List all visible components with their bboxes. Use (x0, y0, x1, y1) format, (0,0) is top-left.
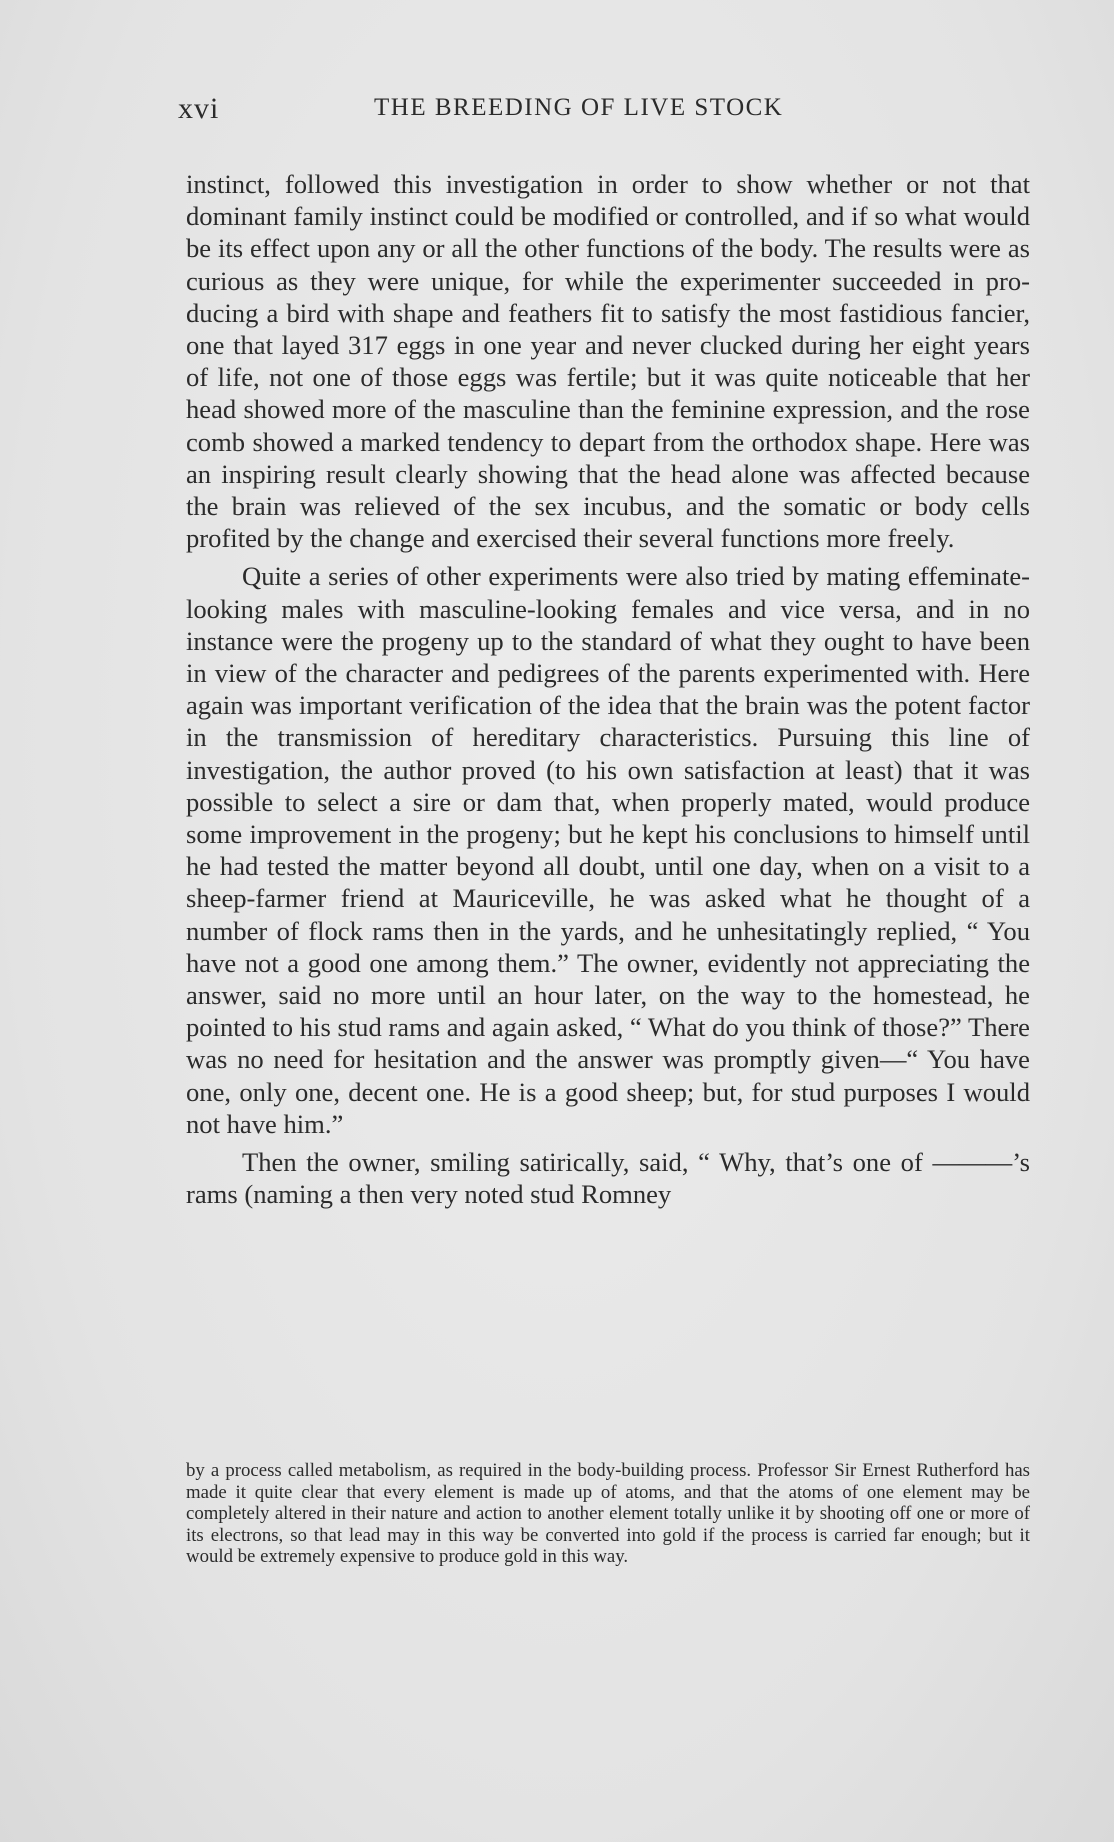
running-head (178, 92, 1028, 128)
page-number: xvi (178, 92, 220, 125)
paragraph-2: Quite a series of other experiments were also tried by mating effeminate-looking males with masculine-looking females and vice versa, and in no instance were the progeny up to the standard of what they ought to have been in view of the character and pedigrees of the parents experimented with. Here again was important verification of the idea that the brain was the potent factor in the transmission of hereditary characteristics. Pursuing this line of investigation, the author proved (to his own satisfaction at least) that it was possible to select a sire or dam that, when properly mated, would produce some improvement in the progeny; but he kept his conclusions to himself until he had tested the matter beyond all doubt, until one day, when on a visit to a sheep-farmer friend at Mauriceville, he was asked what he thought of a number of flock rams then in the yards, and he unhesitatingly replied, “ You have not a good one among them.” The owner, evidently not appreciating the answer, said no more until an hour later, on the way to the homestead, he pointed to his stud rams and again asked, “ What do you think of those?” There was no need for hesitation and the answer was promptly given—“ You have one, only one, decent one. He is a good sheep; but, for stud purposes I would not have him.” (186, 561, 1030, 1139)
paragraph-1: instinct, followed this investigation in order to show whether or not that dominant family instinct could be modified or controlled, and if so what would be its effect upon any or all the other functions of the body. The results were as curious as they were unique, for while the experimenter succeeded in producing a bird with shape and feathers fit to satisfy the most fastidious fancier, one that layed 317 eggs in one year and never clucked during her eight years of life, not one of those eggs was fertile; but it was quite noticeable that her head showed more of the masculine than the feminine expression, and the rose comb showed a marked tendency to depart from the orthodox shape. Here was an inspiring result clearly showing that the head alone was affected because the brain was relieved of the sex incubus, and the somatic or body cells profited by the change and exercised their several functions more freely. (186, 169, 1030, 554)
footnote: by a process called metabolism, as required in the body-building process. Professor Sir Ernest Rutherford has made it quite clear that every element is made up of atoms, and that the atoms of one element may be completely altered in their nature and action to another element totally unlike it by shooting off one or more of its electrons, so that lead may in this way be converted into gold if the process is carried far enough; but it would be extremely expensive to produce gold in this way. (186, 1460, 1030, 1568)
running-title: THE BREEDING OF LIVE STOCK (374, 94, 784, 121)
body-text (186, 168, 1030, 1211)
paragraph-3: Then the owner, smiling satirically, said, “ Why, that’s one of ———’s rams (naming a then very noted stud Romney (186, 1147, 1030, 1210)
